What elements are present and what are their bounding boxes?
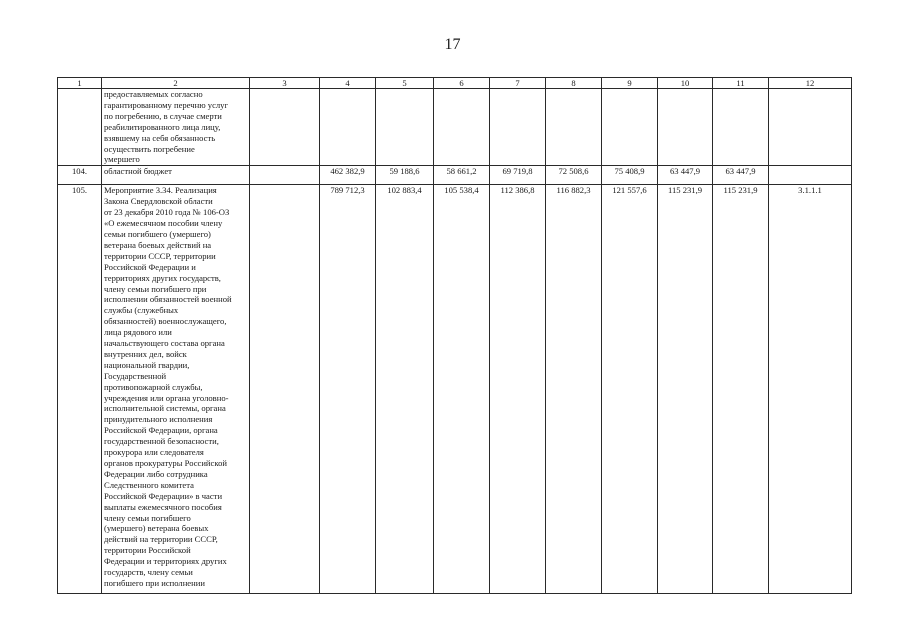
row-value: 112 386,8 <box>490 185 546 594</box>
row-name <box>102 166 250 185</box>
column-header: 7 <box>490 78 546 89</box>
row-name-line: умершего <box>104 154 140 165</box>
row-name-line: исполнении обязанностей военной <box>104 294 232 305</box>
row-col3 <box>250 166 320 185</box>
column-header: 1 <box>58 78 102 89</box>
row-name-line: по погребению, в случае смерти <box>104 110 222 121</box>
row-name-line: внутренних дел, войск <box>104 348 187 359</box>
row-code: 3.1.1.1 <box>769 185 852 594</box>
row-name-line: члену семьи погибшего <box>104 512 191 523</box>
row-name-line: ветерана боевых действий на <box>104 239 212 250</box>
row-name-line: взявшему на себя обязанность <box>104 132 216 143</box>
row-name-line: Российской Федерации» в части <box>104 490 223 501</box>
row-value: 462 382,9 <box>320 166 376 185</box>
row-value <box>713 89 769 166</box>
row-name-line: Федерации и территориях других <box>104 556 227 567</box>
row-value <box>320 89 376 166</box>
row-col3 <box>250 185 320 594</box>
row-name-line: службы (служебных <box>104 305 179 316</box>
row-name-line: принудительного исполнения <box>104 414 213 425</box>
budget-table <box>57 77 852 594</box>
row-number: 105. <box>58 185 102 594</box>
row-name-line: органов прокуратуры Российской <box>104 458 227 468</box>
row-name-line: (умершего) ветерана боевых <box>104 523 209 534</box>
row-name-line: государственной безопасности, <box>104 436 219 447</box>
column-header: 11 <box>713 78 769 89</box>
column-header: 12 <box>769 78 852 89</box>
row-value: 63 447,9 <box>658 166 713 185</box>
row-name-line: начальствующего состава органа <box>104 338 225 349</box>
row-value: 105 538,4 <box>434 185 490 594</box>
row-name-line: обязанностей) военнослужащего, <box>104 316 227 327</box>
column-header: 4 <box>320 78 376 89</box>
row-name-line: от 23 декабря 2010 года № 106-ОЗ <box>104 207 230 218</box>
row-name-line: Государственной <box>104 370 167 381</box>
row-name-line: предоставляемых согласно <box>104 89 203 99</box>
row-name-line: учреждения или органа уголовно- <box>104 392 229 403</box>
row-name-line: семьи погибшего (умершего) <box>104 228 211 239</box>
row-name <box>102 185 250 594</box>
row-name-line: гарантированному перечню услуг <box>104 99 228 110</box>
column-header: 2 <box>102 78 250 89</box>
row-number: 104. <box>58 166 102 185</box>
column-header: 6 <box>434 78 490 89</box>
column-header: 8 <box>546 78 602 89</box>
row-value: 63 447,9 <box>713 166 769 185</box>
row-value <box>602 89 658 166</box>
row-name-line: выплаты ежемесячного пособия <box>104 501 222 512</box>
row-name-line: лица рядового или <box>104 327 172 338</box>
column-header: 5 <box>376 78 434 89</box>
row-name-line: территориях других государств, <box>104 272 221 283</box>
row-code <box>769 89 852 166</box>
row-value: 69 719,8 <box>490 166 546 185</box>
row-value: 75 408,9 <box>602 166 658 185</box>
row-name-line: Закона Свердловской области <box>104 196 213 207</box>
row-value <box>490 89 546 166</box>
row-value: 115 231,9 <box>713 185 769 594</box>
row-name-line: члену семьи погибшего при <box>104 283 207 294</box>
row-value <box>434 89 490 166</box>
row-name-line: Мероприятие 3.34. Реализация <box>104 185 217 196</box>
page-number: 17 <box>444 36 461 53</box>
row-value: 72 508,6 <box>546 166 602 185</box>
row-name-line: погибшего при исполнении <box>104 577 205 588</box>
row-value: 102 883,4 <box>376 185 434 594</box>
row-name-line: национальной гвардии, <box>104 359 190 370</box>
table-row <box>58 185 852 594</box>
row-value: 121 557,6 <box>602 185 658 594</box>
row-name-line: Российской Федерации и <box>104 261 196 272</box>
row-name-line: государств, члену семьи <box>104 567 193 578</box>
table-row <box>58 89 852 166</box>
row-value: 789 712,3 <box>320 185 376 594</box>
row-name-line: действий на территории СССР, <box>104 534 218 545</box>
row-value <box>546 89 602 166</box>
row-col3 <box>250 89 320 166</box>
row-value: 59 188,6 <box>376 166 434 185</box>
row-name-line: Следственного комитета <box>104 479 194 490</box>
row-value: 116 882,3 <box>546 185 602 594</box>
row-value <box>376 89 434 166</box>
row-name-line: территории Российской <box>104 545 191 556</box>
row-name-line: противопожарной службы, <box>104 381 203 392</box>
row-value <box>658 89 713 166</box>
column-header-row <box>58 78 852 89</box>
column-header: 9 <box>602 78 658 89</box>
row-name-line: Российской Федерации, органа <box>104 425 218 436</box>
row-value: 58 661,2 <box>434 166 490 185</box>
row-name-line: исполнительной системы, органа <box>104 403 226 414</box>
row-value: 115 231,9 <box>658 185 713 594</box>
row-name-line: реабилитированного лица лицу, <box>104 121 221 132</box>
table-row <box>58 166 852 185</box>
row-name-line: областной бюджет <box>104 166 172 177</box>
row-name-line: «О ежемесячном пособии члену <box>104 218 223 229</box>
column-header: 10 <box>658 78 713 89</box>
column-header: 3 <box>250 78 320 89</box>
row-name <box>102 89 250 166</box>
row-number <box>58 89 102 166</box>
row-name-line: осуществить погребение <box>104 143 195 154</box>
row-name-line: территории СССР, территории <box>104 250 216 261</box>
row-name-line: Федерации либо сотрудника <box>104 468 208 479</box>
row-name-line: прокурора или следователя <box>104 447 204 458</box>
row-code <box>769 166 852 185</box>
